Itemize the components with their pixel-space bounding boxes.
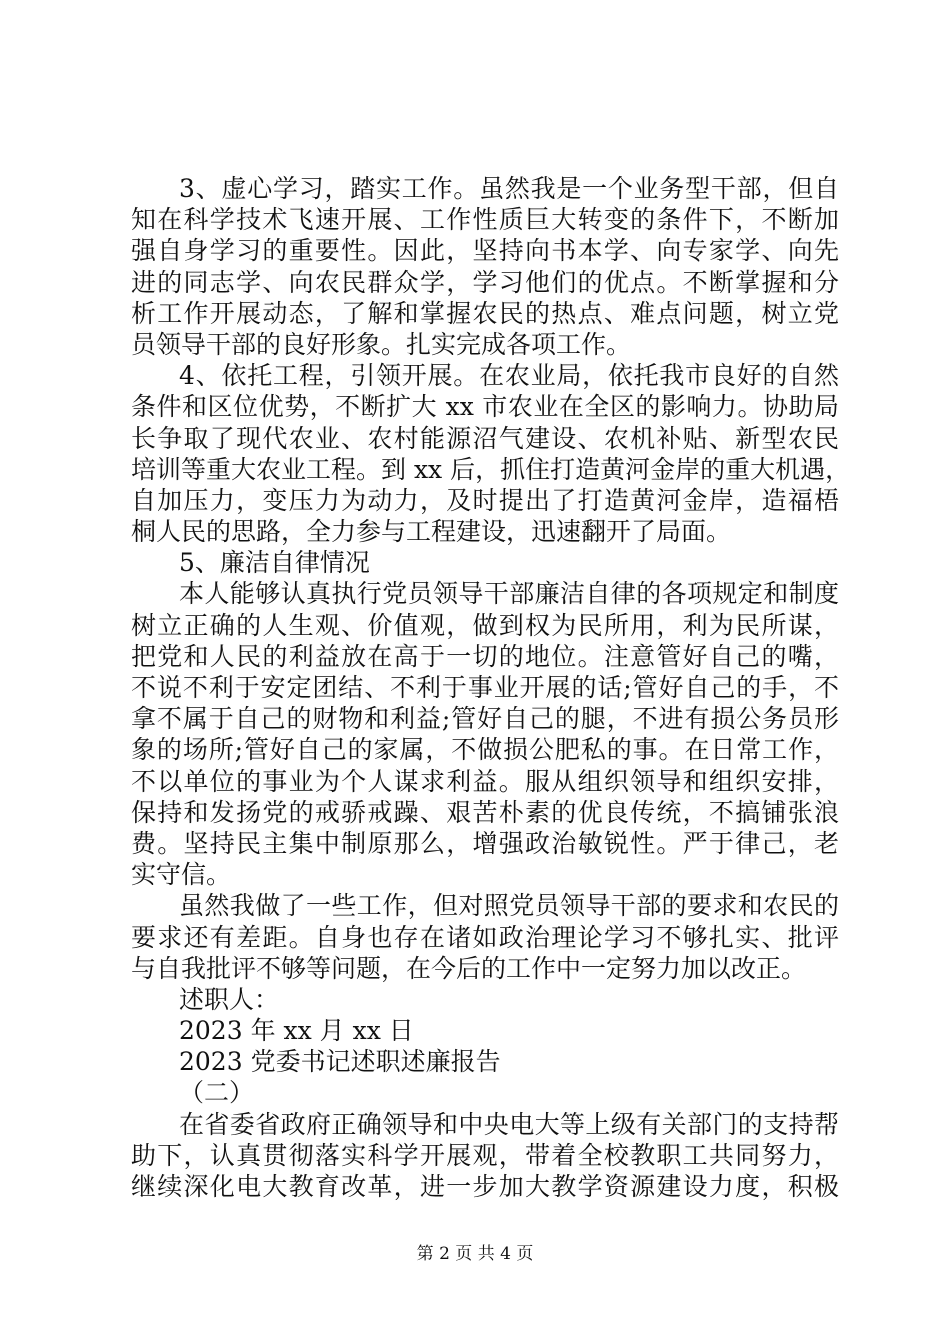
text-line: 费。坚持民主集中制原那么，增强政治敏锐性。严于律己，老 bbox=[131, 828, 839, 858]
text-line: 3、虚心学习，踏实工作。虽然我是一个业务型干部，但自 bbox=[179, 174, 839, 203]
text-line: 强自身学习的重要性。因此，坚持向书本学、向专家学、向先 bbox=[131, 236, 839, 266]
text-line: 桐人民的思路，全力参与工程建设，迅速翻开了局面。 bbox=[131, 517, 732, 547]
document-body bbox=[131, 173, 851, 1202]
text-line: 保持和发扬党的戒骄戒躁、艰苦朴素的优良传统，不搞铺张浪 bbox=[131, 797, 839, 827]
text-line: 述职人： bbox=[179, 984, 280, 1014]
text-line: 在省委省政府正确领导和中央电大等上级有关部门的支持帮 bbox=[179, 1109, 839, 1139]
text-line: 继续深化电大教育改革，进一步加大教学资源建设力度，积极 bbox=[131, 1172, 839, 1201]
text-line: 4、依托工程，引领开展。在农业局，依托我市良好的自然 bbox=[179, 361, 839, 391]
text-line: 自加压力，变压力为动力，及时提出了打造黄河金岸，造福梧 bbox=[131, 485, 839, 515]
text-line: 要求还有差距。自身也存在诸如政治理论学习不够扎实、批评 bbox=[131, 922, 839, 952]
text-line: 析工作开展动态，了解和掌握农民的热点、难点问题，树立党 bbox=[131, 298, 839, 328]
text-line: 培训等重大农业工程。到 xx 后，抓住打造黄河金岸的重大机遇， bbox=[131, 454, 851, 484]
text-line: 象的场所;管好自己的家属，不做损公肥私的事。在日常工作， bbox=[131, 735, 839, 765]
text-line: 本人能够认真执行党员领导干部廉洁自律的各项规定和制度 bbox=[179, 579, 839, 609]
text-line: 不说不利于安定团结、不利于事业开展的话;管好自己的手，不 bbox=[131, 673, 839, 702]
text-line: 2023 年 xx 月 xx 日 bbox=[179, 1016, 414, 1046]
text-line: （二） bbox=[179, 1078, 255, 1108]
text-line: 不以单位的事业为个人谋求利益。服从组织领导和组织安排， bbox=[131, 766, 839, 796]
text-line: 长争取了现代农业、农村能源沼气建设、农机补贴、新型农民 bbox=[131, 423, 839, 453]
page-footer: 第 2 页 共 4 页 bbox=[416, 1244, 534, 1264]
text-line: 进的同志学、向农民群众学，学习他们的优点。不断掌握和分 bbox=[131, 267, 839, 297]
text-line: 拿不属于自己的财物和利益;管好自己的腿，不进有损公务员形 bbox=[131, 704, 839, 734]
text-line: 实守信。 bbox=[131, 860, 232, 890]
text-line: 与自我批评不够等问题，在今后的工作中一定努力加以改正。 bbox=[131, 953, 807, 983]
text-line: 知在科学技术飞速开展、工作性质巨大转变的条件下，不断加 bbox=[131, 205, 839, 235]
text-line: 助下，认真贯彻落实科学开展观，带着全校教职工共同努力， bbox=[131, 1140, 839, 1170]
text-line: 虽然我做了一些工作，但对照党员领导干部的要求和农民的 bbox=[179, 891, 839, 921]
text-line: 树立正确的人生观、价值观，做到权为民所用，利为民所谋， bbox=[131, 610, 839, 640]
text-line: 把党和人民的利益放在高于一切的地位。注意管好自己的嘴， bbox=[131, 641, 839, 671]
text-line: 员领导干部的良好形象。扎实完成各项工作。 bbox=[131, 329, 632, 359]
text-line: 5、廉洁自律情况 bbox=[179, 548, 370, 578]
text-line: 2023 党委书记述职述廉报告 bbox=[179, 1047, 501, 1077]
text-line: 条件和区位优势，不断扩大 xx 市农业在全区的影响力。协助局 bbox=[131, 392, 839, 422]
